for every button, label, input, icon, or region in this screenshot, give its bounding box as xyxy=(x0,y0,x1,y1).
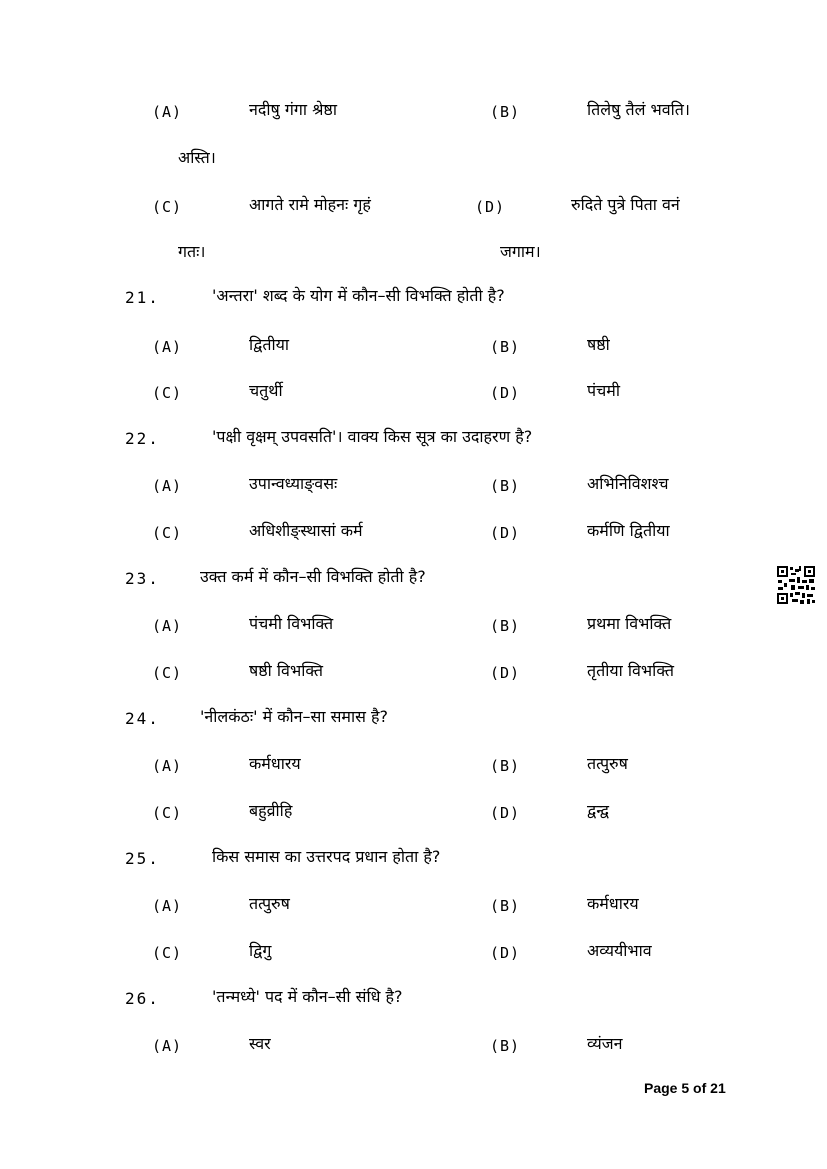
option-label: (D) xyxy=(490,944,521,962)
option-label: (C) xyxy=(152,664,183,682)
question-text: 'तन्मध्ये' पद में कौन–सी संधि है? xyxy=(212,987,403,1006)
option-label: (A) xyxy=(152,103,183,121)
option-text: पंचमी विभक्ति xyxy=(249,614,334,633)
option-label: (A) xyxy=(152,617,183,635)
option-text: षष्ठी विभक्ति xyxy=(249,661,324,680)
option-text-continuation: जगाम। xyxy=(500,242,541,261)
option-label: (B) xyxy=(490,897,521,915)
option-label: (C) xyxy=(152,198,183,216)
option-text-continuation: गतः। xyxy=(178,242,206,261)
option-label: (A) xyxy=(152,477,183,495)
option-text: षष्ठी xyxy=(587,335,610,354)
option-label: (D) xyxy=(490,804,521,822)
option-text: पंचमी xyxy=(587,381,620,400)
option-text: उपान्वध्याङ्वसः xyxy=(249,474,338,493)
option-text-continuation: अस्ति। xyxy=(178,148,216,167)
option-label: (C) xyxy=(152,384,183,402)
question-text: 'पक्षी वृक्षम् उपवसति'। वाक्य किस सूत्र का उदाहरण है? xyxy=(212,427,533,446)
option-label: (C) xyxy=(152,524,183,542)
question-text: 'अन्तरा' शब्द के योग में कौन–सी विभक्ति होती है? xyxy=(212,286,505,305)
total-pages: 21 xyxy=(710,1080,726,1096)
option-text: तृतीया विभक्ति xyxy=(587,661,675,680)
option-text: चतुर्थी xyxy=(249,381,283,400)
option-text: तत्पुरुष xyxy=(587,754,628,773)
option-text: नदीषु गंगा श्रेष्ठा xyxy=(249,100,337,119)
option-text: रुदिते पुत्रे पिता वनं xyxy=(571,195,680,214)
option-label: (B) xyxy=(490,103,521,121)
current-page: 5 xyxy=(681,1080,690,1096)
option-label: (D) xyxy=(475,198,506,216)
question-number: 25. xyxy=(125,849,160,868)
option-label: (C) xyxy=(152,944,183,962)
option-text: कर्मधारय xyxy=(249,754,301,773)
option-label: (D) xyxy=(490,384,521,402)
question-number: 23. xyxy=(125,569,160,588)
option-label: (C) xyxy=(152,804,183,822)
option-text: स्वर xyxy=(249,1034,271,1053)
option-text: द्विगु xyxy=(249,941,272,960)
option-label: (A) xyxy=(152,897,183,915)
page-of: of xyxy=(689,1080,711,1096)
page-footer xyxy=(644,1080,726,1096)
option-label: (B) xyxy=(490,757,521,775)
option-label: (B) xyxy=(490,338,521,356)
option-label: (B) xyxy=(490,1037,521,1055)
option-label: (A) xyxy=(152,1037,183,1055)
question-text: किस समास का उत्तरपद प्रधान होता है? xyxy=(212,847,441,866)
option-label: (A) xyxy=(152,757,183,775)
option-text: आगते रामे मोहनः गृहं xyxy=(249,195,371,214)
question-text: उक्त कर्म में कौन–सी विभक्ति होती है? xyxy=(200,567,426,586)
option-label: (D) xyxy=(490,524,521,542)
question-number: 26. xyxy=(125,989,160,1008)
page-prefix: Page xyxy=(644,1080,682,1096)
option-label: (D) xyxy=(490,664,521,682)
option-label: (A) xyxy=(152,338,183,356)
option-label: (B) xyxy=(490,477,521,495)
option-text: बहुव्रीहि xyxy=(249,801,293,820)
option-label: (B) xyxy=(490,617,521,635)
option-text: अधिशीङ्स्थासां कर्म xyxy=(249,521,363,540)
question-number: 21. xyxy=(125,288,160,307)
option-text: द्वन्द्व xyxy=(587,801,609,820)
option-text: व्यंजन xyxy=(587,1034,623,1053)
option-text: प्रथमा विभक्ति xyxy=(587,614,672,633)
question-number: 22. xyxy=(125,429,160,448)
option-text: तत्पुरुष xyxy=(249,894,290,913)
question-text: 'नीलकंठः' में कौन–सा समास है? xyxy=(200,707,389,726)
option-text: कर्मधारय xyxy=(587,894,639,913)
option-text: तिलेषु तैलं भवति। xyxy=(587,100,690,119)
qr-code-icon xyxy=(776,565,816,605)
option-text: अभिनिविशश्च xyxy=(587,474,669,493)
option-text: द्वितीया xyxy=(249,335,290,354)
option-text: कर्मणि द्वितीया xyxy=(587,521,670,540)
option-text: अव्ययीभाव xyxy=(587,941,652,960)
question-number: 24. xyxy=(125,709,160,728)
